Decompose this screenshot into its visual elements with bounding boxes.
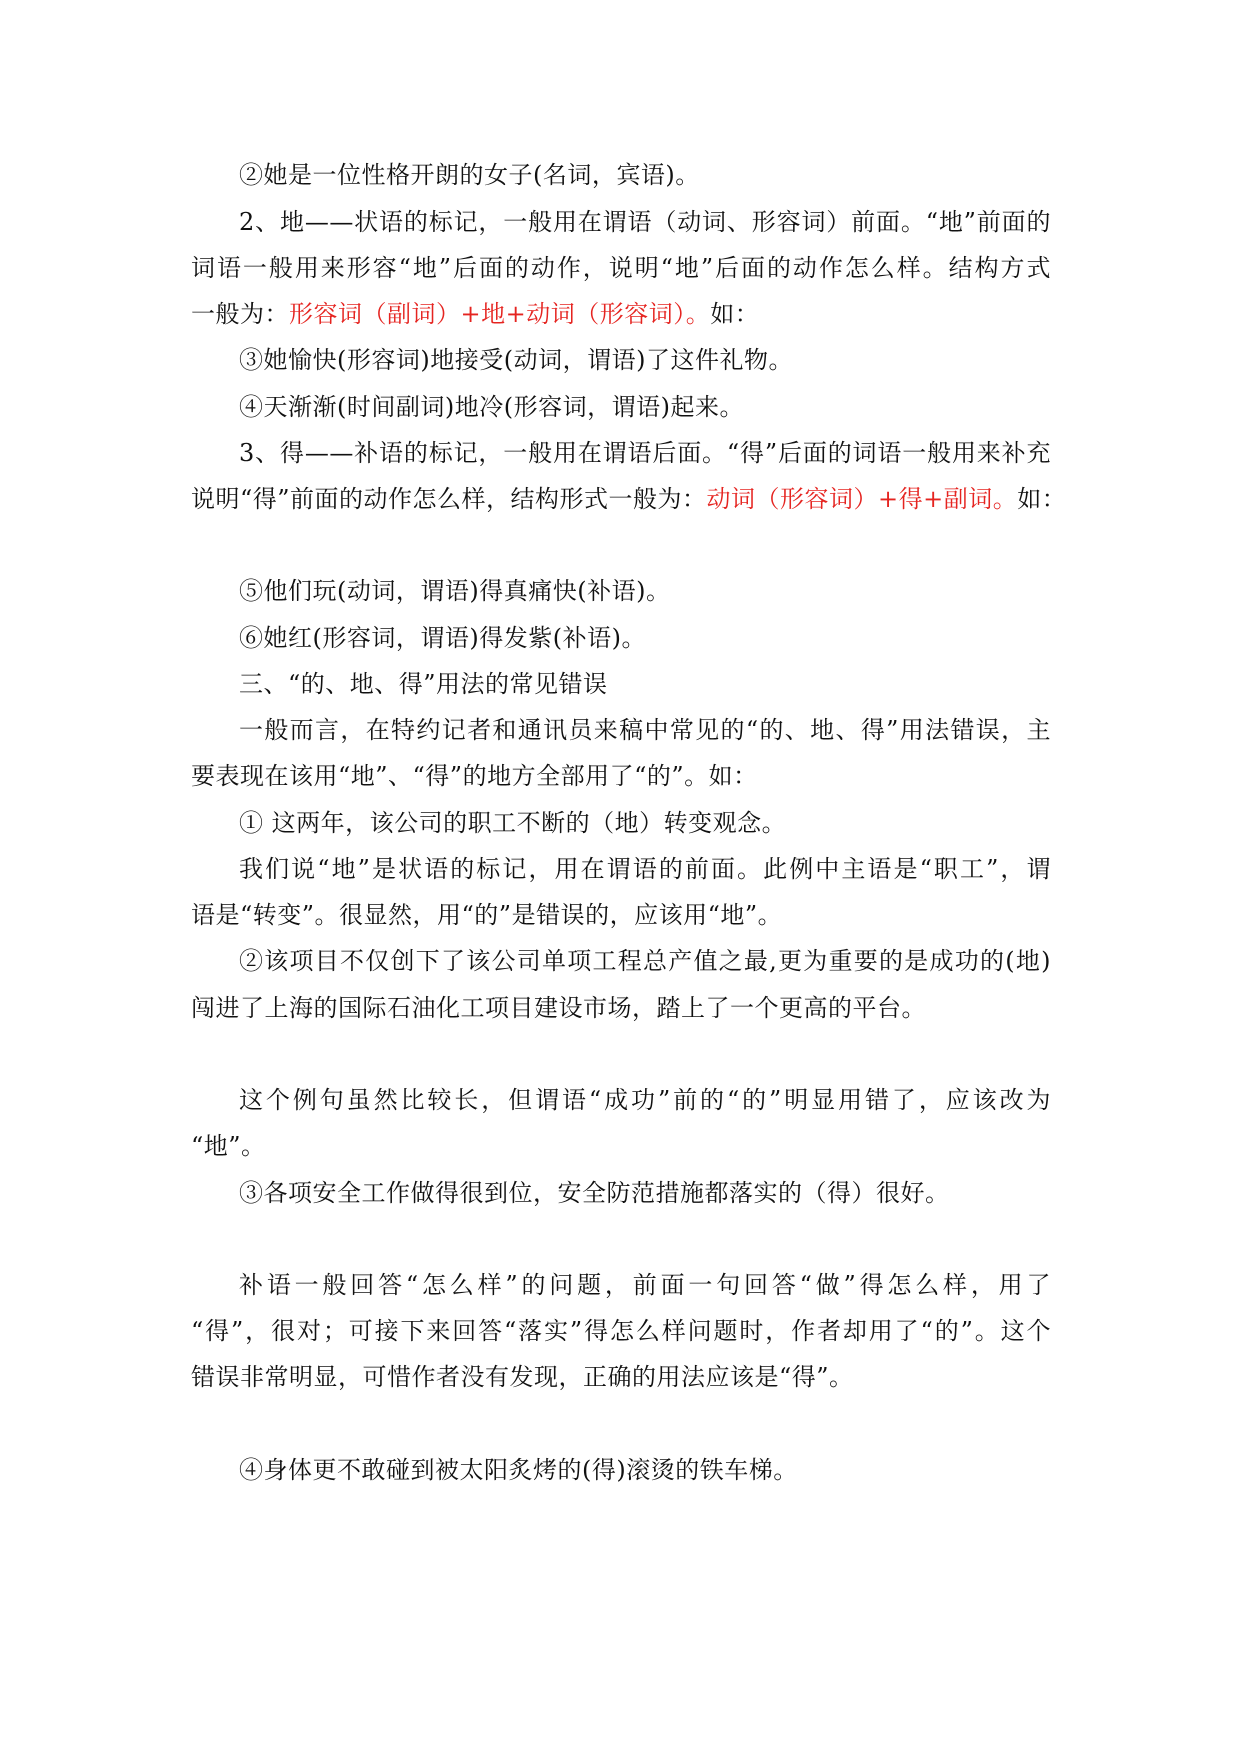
example-3-di: ③她愉快(形容词)地接受(动词，谓语)了这件礼物。 [239, 346, 793, 374]
error-explanation-3-line-3: 错误非常明显，可惜作者没有发现，正确的用法应该是“得”。 [191, 1363, 854, 1391]
structure-suffix: 如： [710, 300, 760, 328]
common-errors-para-line-1: 一般而言，在特约记者和通讯员来稿中常见的“的、地、得”用法错误，主 [239, 716, 1051, 744]
de-structure-formula: 动词（形容词）+得+副词。 [706, 485, 1018, 513]
error-example-2-line-2: 闯进了上海的国际石油化工项目建设市场，踏上了一个更高的平台。 [191, 994, 926, 1022]
section-3-de-line-1: 3、得——补语的标记，一般用在谓语后面。“得”后面的词语一般用来补充 [239, 439, 1051, 467]
error-explanation-1-line-2: 语是“转变”。很显然，用“的”是错误的，应该用“地”。 [191, 901, 783, 929]
error-example-1: ① 这两年，该公司的职工不断的（地）转变观念。 [239, 809, 787, 837]
example-4-di: ④天渐渐(时间副词)地冷(形容词，谓语)起来。 [239, 393, 744, 421]
error-explanation-2-line-1: 这个例句虽然比较长，但谓语“成功”前的“的”明显用错了，应该改为 [239, 1086, 1051, 1114]
structure-intro-2: 说明“得”前面的动作怎么样，结构形式一般为： [191, 485, 707, 513]
error-explanation-3-line-1: 补语一般回答“怎么样”的问题，前面一句回答“做”得怎么样，用了 [239, 1271, 1051, 1299]
section-2-di-line-1: 2、地——状语的标记，一般用在谓语（动词、形容词）前面。“地”前面的 [239, 208, 1051, 236]
structure-intro: 一般为： [191, 300, 289, 328]
error-explanation-1-line-1: 我们说“地”是状语的标记，用在谓语的前面。此例中主语是“职工”，谓 [239, 855, 1051, 883]
example-6-de: ⑥她红(形容词，谓语)得发紫(补语)。 [239, 624, 646, 652]
error-example-4: ④身体更不敢碰到被太阳炙烤的(得)滚烫的铁车梯。 [239, 1456, 798, 1484]
example-2-de: ②她是一位性格开朗的女子(名词，宾语)。 [239, 161, 700, 189]
error-example-2-line-1: ②该项目不仅创下了该公司单项工程总产值之最,更为重要的是成功的(地) [239, 947, 1051, 975]
structure-suffix-2: 如： [1017, 485, 1067, 513]
di-structure-formula: 形容词（副词）+地+动词（形容词）。 [289, 300, 711, 328]
section-heading-3: 三、“的、地、得”用法的常见错误 [239, 670, 608, 698]
example-5-de: ⑤他们玩(动词，谓语)得真痛快(补语)。 [239, 577, 671, 605]
section-2-di-line-3 [191, 297, 1051, 331]
error-explanation-3-line-2: “得”，很对；可接下来回答“落实”得怎么样问题时，作者却用了“的”。这个 [191, 1317, 1051, 1345]
common-errors-para-line-2: 要表现在该用“地”、“得”的地方全部用了“的”。如： [191, 762, 758, 790]
section-3-de-line-2 [191, 482, 1067, 516]
section-2-di-line-2: 词语一般用来形容“地”后面的动作，说明“地”后面的动作怎么样。结构方式 [191, 254, 1051, 282]
error-example-3: ③各项安全工作做得很到位，安全防范措施都落实的（得）很好。 [239, 1179, 950, 1207]
error-explanation-2-line-2: “地”。 [191, 1132, 266, 1160]
